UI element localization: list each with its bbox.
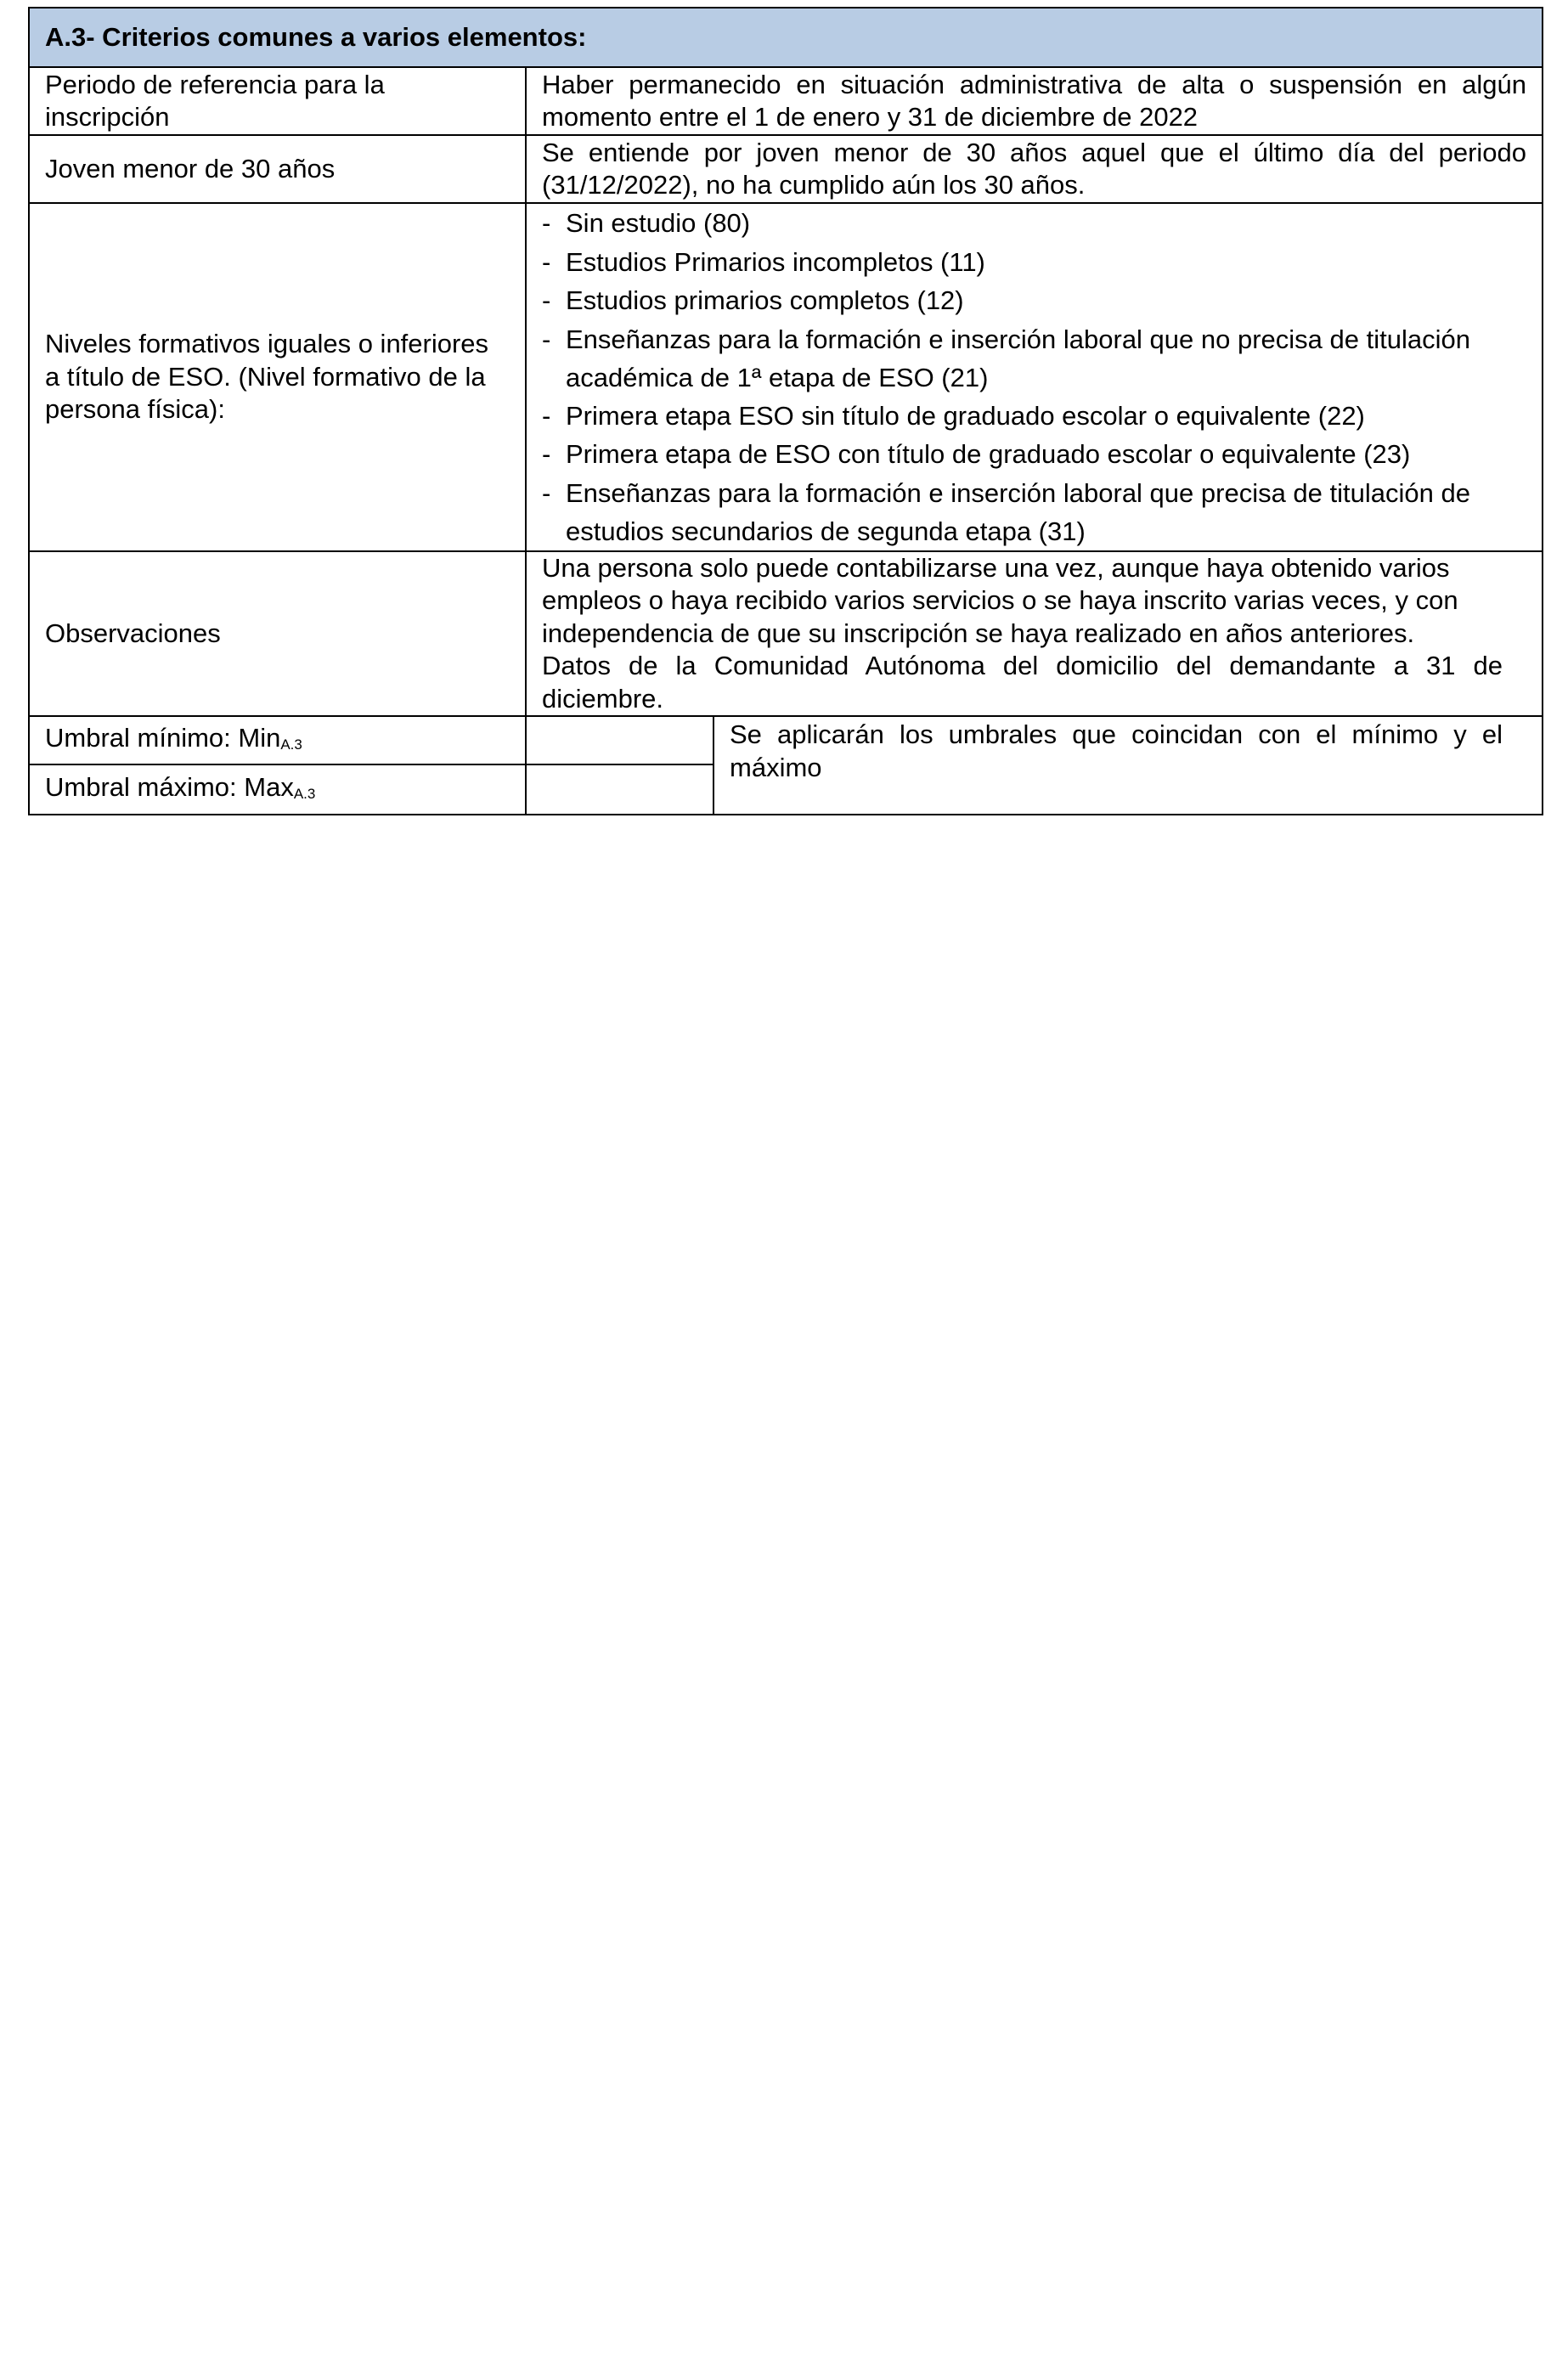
observaciones-paragraph-1: Una persona solo puede contabilizarse una vez, aunque haya obtenido varios empleos o haya recibido varios servicios o se haya inscrito varias veces, y con independencia de que su inscripción se haya realizado en años anteriores. <box>542 552 1458 648</box>
umbral-minimo-label: Umbral mínimo: Min$_{A.3}$ <box>29 716 526 764</box>
row-periodo <box>29 67 1543 135</box>
umbral-minimo-subscript: A.3 <box>280 736 302 753</box>
niveles-list <box>542 204 1526 550</box>
observaciones-paragraph-2: Datos de la Comunidad Autónoma del domicilio del demandante a 31 de diciembre. <box>542 651 1503 714</box>
umbral-minimo-value <box>526 716 713 764</box>
observaciones-cell <box>526 551 1543 717</box>
observaciones-label: Observaciones <box>29 551 526 717</box>
joven-value: Se entiende por joven menor de 30 años aquel que el último día del periodo (31/12/2022), no ha cumplido aún los 30 años. <box>526 135 1543 203</box>
umbral-maximo-value <box>526 764 713 815</box>
list-item: - Estudios Primarios incompletos (11) <box>542 246 985 277</box>
row-niveles <box>29 203 1543 551</box>
list-item: - Primera etapa de ESO con título de graduado escolar o equivalente (23) <box>542 439 1411 469</box>
periodo-label: Periodo de referencia para la inscripción <box>29 67 526 135</box>
row-joven <box>29 135 1543 203</box>
joven-label: Joven menor de 30 años <box>29 135 526 203</box>
section-header-row <box>29 8 1543 67</box>
list-item: - Sin estudio (80) <box>542 208 751 238</box>
periodo-value: Haber permanecido en situación administrativa de alta o suspensión en algún momento entre el 1 de enero y 31 de diciembre de 2022 <box>526 67 1543 135</box>
row-observaciones <box>29 551 1543 717</box>
umbral-maximo-label: Umbral máximo: Max$_{A.3}$ <box>29 764 526 815</box>
list-item: - Enseñanzas para la formación e inserción laboral que no precisa de titulación académica de 1ª etapa de ESO (21) <box>542 324 1470 392</box>
list-item: - Primera etapa ESO sin título de graduado escolar o equivalente (22) <box>542 400 1365 431</box>
niveles-label: Niveles formativos iguales o inferiores a título de ESO. (Nivel formativo de la persona física): <box>29 203 526 551</box>
list-item: - Enseñanzas para la formación e inserción laboral que precisa de titulación de estudios secundarios de segunda etapa (31) <box>542 477 1470 546</box>
umbral-note: Se aplicarán los umbrales que coincidan con el mínimo y el máximo <box>713 716 1543 815</box>
niveles-list-cell <box>526 203 1543 551</box>
list-item: - Estudios primarios completos (12) <box>542 285 964 315</box>
umbral-maximo-subscript: A.3 <box>293 785 316 802</box>
section-title: A.3- Criterios comunes a varios elementos: <box>29 8 1543 67</box>
row-umbral-minimo <box>29 716 1543 764</box>
criteria-table <box>28 7 1543 815</box>
